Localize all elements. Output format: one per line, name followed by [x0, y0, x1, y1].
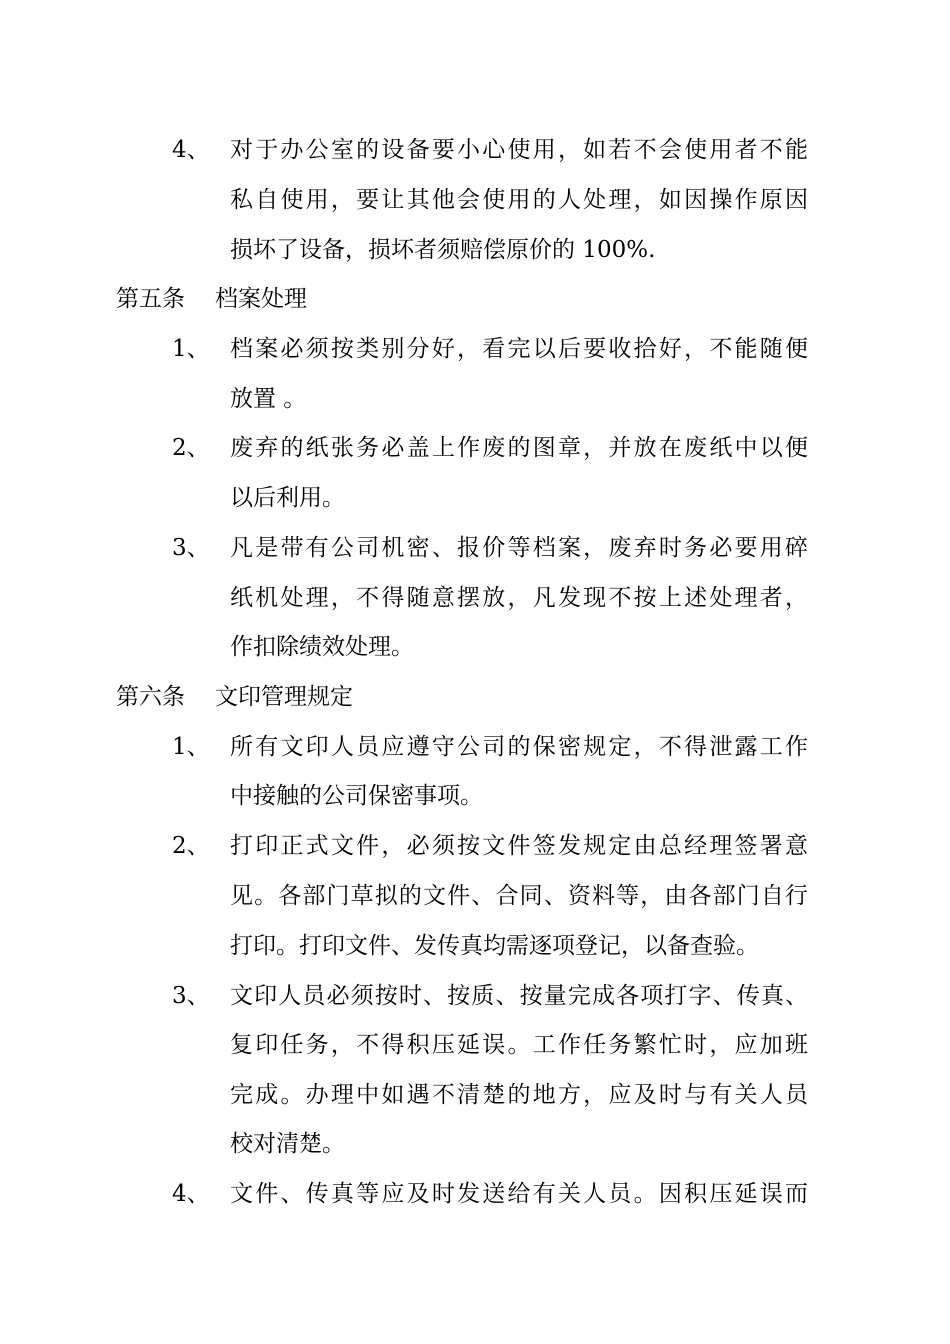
item-text-line: 对于办公室的设备要小心使用，如若不会使用者不能 [230, 137, 808, 163]
section-heading [116, 284, 307, 314]
item-text-line: 废弃的纸张务必盖上作废的图章，并放在废纸中以便 [230, 435, 808, 461]
item-text-line: 损坏了设备，损坏者须赔偿原价的 100%. [230, 237, 656, 263]
item-number: 1、 [172, 336, 210, 362]
section-title: 档案处理 [215, 286, 307, 312]
item-text-line: 打印正式文件，必须按文件签发规定由总经理签署意 [230, 833, 808, 859]
item-number: 4、 [172, 137, 210, 163]
item-text-line: 文件、传真等应及时发送给有关人员。因积压延误而 [230, 1181, 808, 1207]
item-number: 2、 [172, 833, 210, 859]
item-text-line: 纸机处理，不得随意摆放，凡发现不按上述处理者， [230, 585, 808, 611]
item-text-line: 放置 。 [230, 386, 307, 412]
section-heading [116, 682, 353, 712]
item-number: 3、 [172, 983, 210, 1009]
item-text-line: 打印。打印文件、发传真均需逐项登记，以备查验。 [230, 933, 759, 959]
item-number: 1、 [172, 734, 210, 760]
item-text-line: 所有文印人员应遵守公司的保密规定，不得泄露工作 [230, 734, 808, 760]
item-text-line: 私自使用，要让其他会使用的人处理，如因操作原因 [230, 187, 808, 213]
item-number: 4、 [172, 1181, 210, 1207]
item-text-line: 作扣除绩效处理。 [230, 634, 414, 660]
item-text-line: 以后利用。 [230, 485, 345, 511]
item-text-line: 中接触的公司保密事项。 [230, 783, 483, 809]
item-text-line: 完成。办理中如遇不清楚的地方，应及时与有关人员 [230, 1082, 808, 1108]
item-number: 3、 [172, 535, 210, 561]
section-label: 第五条 [116, 286, 185, 312]
item-text-line: 档案必须按类别分好，看完以后要收拾好，不能随便 [230, 336, 808, 362]
item-text-line: 凡是带有公司机密、报价等档案，废弃时务必要用碎 [230, 535, 808, 561]
item-text-line: 见。各部门草拟的文件、合同、资料等，由各部门自行 [230, 883, 808, 909]
item-text-line: 文印人员必须按时、按质、按量完成各项打字、传真、 [230, 983, 808, 1009]
section-label: 第六条 [116, 684, 185, 710]
section-title: 文印管理规定 [215, 684, 353, 710]
item-number: 2、 [172, 435, 210, 461]
item-text-line: 校对清楚。 [230, 1131, 345, 1157]
item-text-line: 复印任务，不得积压延误。工作任务繁忙时，应加班 [230, 1032, 808, 1058]
